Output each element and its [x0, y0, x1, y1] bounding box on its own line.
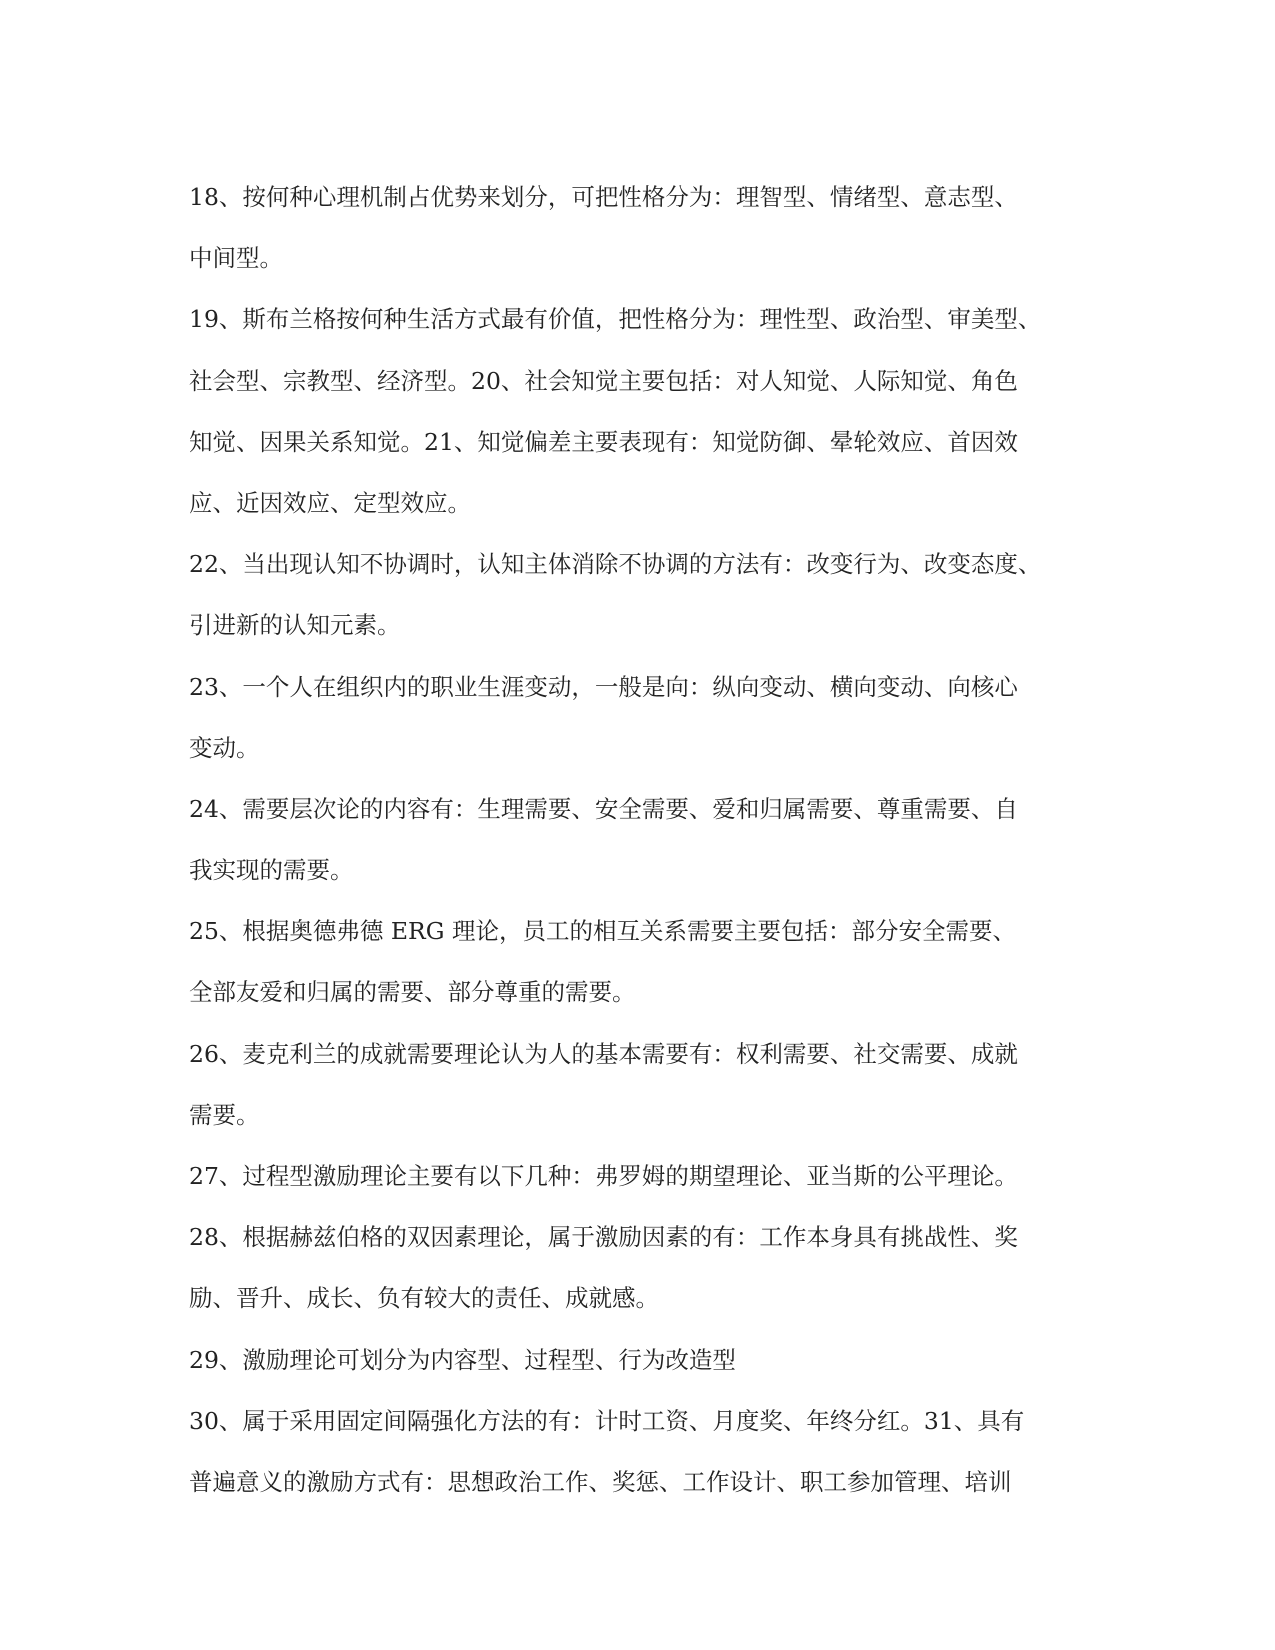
- text-line: 需要。: [189, 1100, 260, 1129]
- text-line: 全部友爱和归属的需要、部分尊重的需要。: [189, 978, 636, 1007]
- document-body: [189, 167, 1089, 1513]
- text-line: 22、当出现认知不协调时，认知主体消除不协调的方法有：改变行为、改变态度、: [189, 550, 1042, 579]
- text-line: 26、麦克利兰的成就需要理论认为人的基本需要有：权利需要、社交需要、成就: [189, 1039, 1018, 1068]
- text-line: 励、晋升、成长、负有较大的责任、成就感。: [189, 1284, 659, 1313]
- text-line: 23、一个人在组织内的职业生涯变动，一般是向：纵向变动、横向变动、向核心: [189, 672, 1018, 701]
- text-line: 普遍意义的激励方式有：思想政治工作、奖惩、工作设计、职工参加管理、培训: [189, 1467, 1012, 1496]
- text-line: 25、根据奥德弗德 ERG 理论，员工的相互关系需要主要包括：部分安全需要、: [189, 917, 1016, 946]
- text-line: 27、过程型激励理论主要有以下几种：弗罗姆的期望理论、亚当斯的公平理论。: [189, 1162, 1018, 1190]
- text-line: 知觉、因果关系知觉。21、知觉偏差主要表现有：知觉防御、晕轮效应、首因效: [189, 427, 1018, 456]
- text-line: 28、根据赫兹伯格的双因素理论，属于激励因素的有：工作本身具有挑战性、奖: [189, 1223, 1018, 1252]
- text-line: 24、需要层次论的内容有：生理需要、安全需要、爱和归属需要、尊重需要、自: [189, 794, 1018, 823]
- text-line: 18、按何种心理机制占优势来划分，可把性格分为：理智型、情绪型、意志型、: [189, 183, 1018, 211]
- text-line: 变动。: [189, 733, 260, 762]
- text-line: 引进新的认知元素。: [189, 611, 401, 640]
- text-line: 应、近因效应、定型效应。: [189, 488, 471, 517]
- text-line: 我实现的需要。: [189, 856, 354, 885]
- text-line: 中间型。: [189, 244, 283, 273]
- text-line: 19、斯布兰格按何种生活方式最有价值，把性格分为：理性型、政治型、审美型、: [189, 305, 1042, 334]
- text-line: 29、激励理论可划分为内容型、过程型、行为改造型: [189, 1345, 736, 1374]
- text-line: 30、属于采用固定间隔强化方法的有：计时工资、月度奖、年终分红。31、具有: [189, 1406, 1025, 1435]
- text-line: 社会型、宗教型、经济型。20、社会知觉主要包括：对人知觉、人际知觉、角色: [189, 366, 1018, 395]
